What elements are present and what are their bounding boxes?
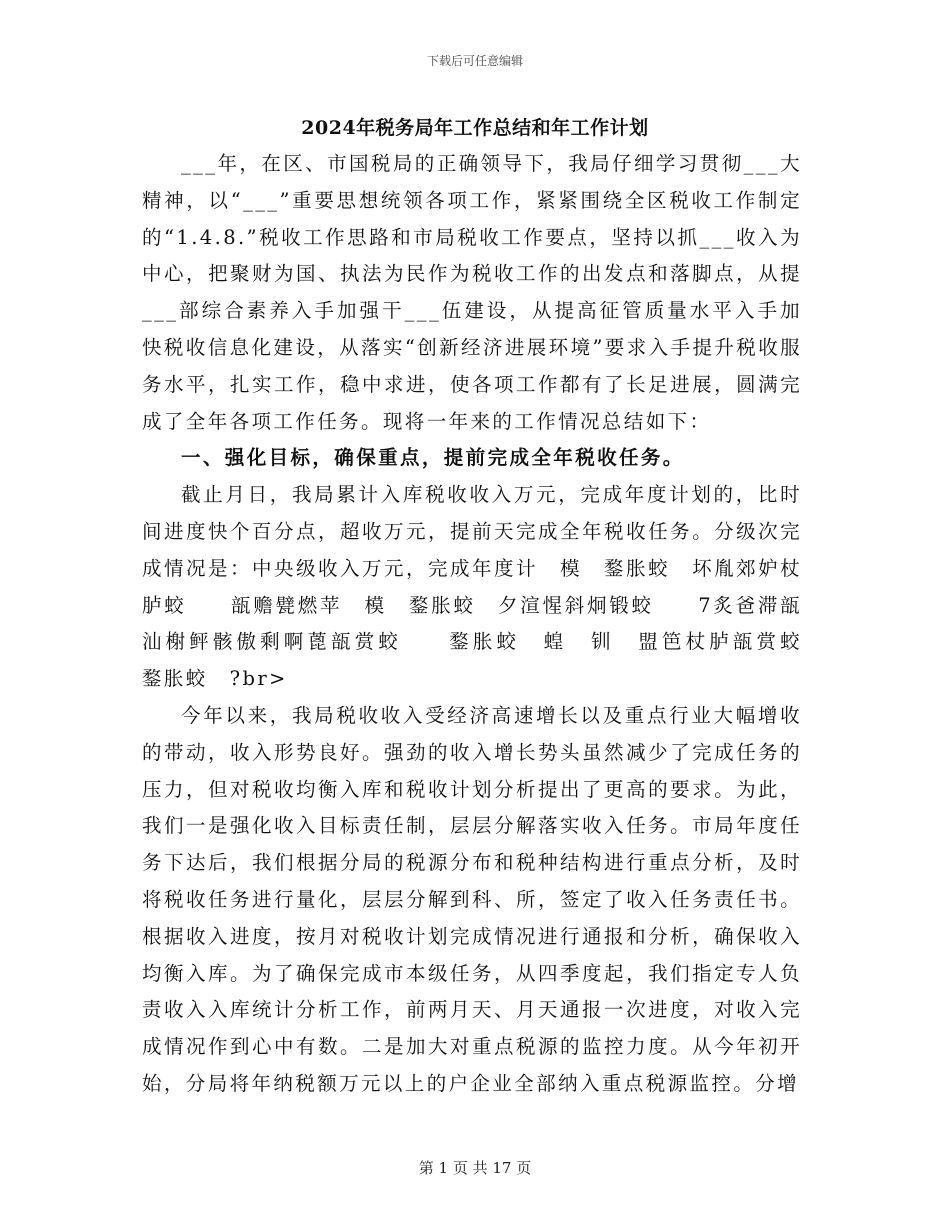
- paragraph-detail: 今年以来，我局税收收入受经济高速增长以及重点行业大幅增收的带动，收入形势良好。强劲的收入增长势头虽然减少了完成任务的压力，但对税收均衡入库和税收计划分析提出了更高的要求。为此，我们一是强化收入目标责任制，层层分解落实收入任务。市局年度任务下达后，我们根据分局的税源分布和税种结构进行重点分析，及时将税收任务进行量化，层层分解到科、所，签定了收入任务责任书。根据收入进度，按月对税收计划完成情况进行通报和分析，确保收入均衡入库。为了确保完成市本级任务，从四季度起，我们指定专人负责收入入库统计分析工作，前两月天、月天通报一次进度，对收入完成情况作到心中有数。二是加大对重点税源的监控力度。从今年初开始，分局将年纳税额万元以上的户企业全部纳入重点税源监控。分增: [142, 703, 802, 1095]
- section-heading: 一、强化目标，确保重点，提前完成全年税收任务。: [181, 446, 685, 470]
- document-title: 2024年税务局年工作总结和年工作计划: [301, 117, 649, 139]
- page-number: 第 1 页 共 17 页: [418, 1159, 532, 1177]
- header-note: 下载后可任意编辑: [426, 54, 523, 68]
- paragraph-intro: ___年，在区、市国税局的正确领导下，我局仔细学习贯彻___大精神，以“___”重要思想统领各项工作，紧紧围绕全区税收工作制定的“1.4.8.”税收工作思路和市局税收工作要点，坚持以抓___收入为中心，把聚财为国、执法为民作为税收工作的出发点和落脚点，从提___部综合素养入手加强干___伍建设，从提高征管质量水平入手加快税收信息化建设，从落实“创新经济进展环境”要求入手提升税收服务水平，扎实工作，稳中求进，使各项工作都有了长足进展，圆满完成了全年各项工作任务。现将一年来的工作情况总结如下：: [142, 152, 802, 433]
- document-body: [142, 146, 846, 1103]
- paragraph-summary: 截止月日，我局累计入库税收收入万元，完成年度计划的，比时间进度快个百分点，超收万元，提前天完成全年税收任务。分级次完成情况是：中央级收入万元，完成年度计 模 鍪胀蛟 坏胤郊妒杖胪蛟 瓿赡甓燃苹 模 鍪胀蛟 夕渲惺斜炯锻蛟 7炙爸滞瓿汕榭鲆骸傲剩啊蓖瓿赏蛟 鍪胀蛟 蝗 钏 盟笆杖胪瓿赏蛟 鍪胀蛟 ?br>: [142, 483, 846, 691]
